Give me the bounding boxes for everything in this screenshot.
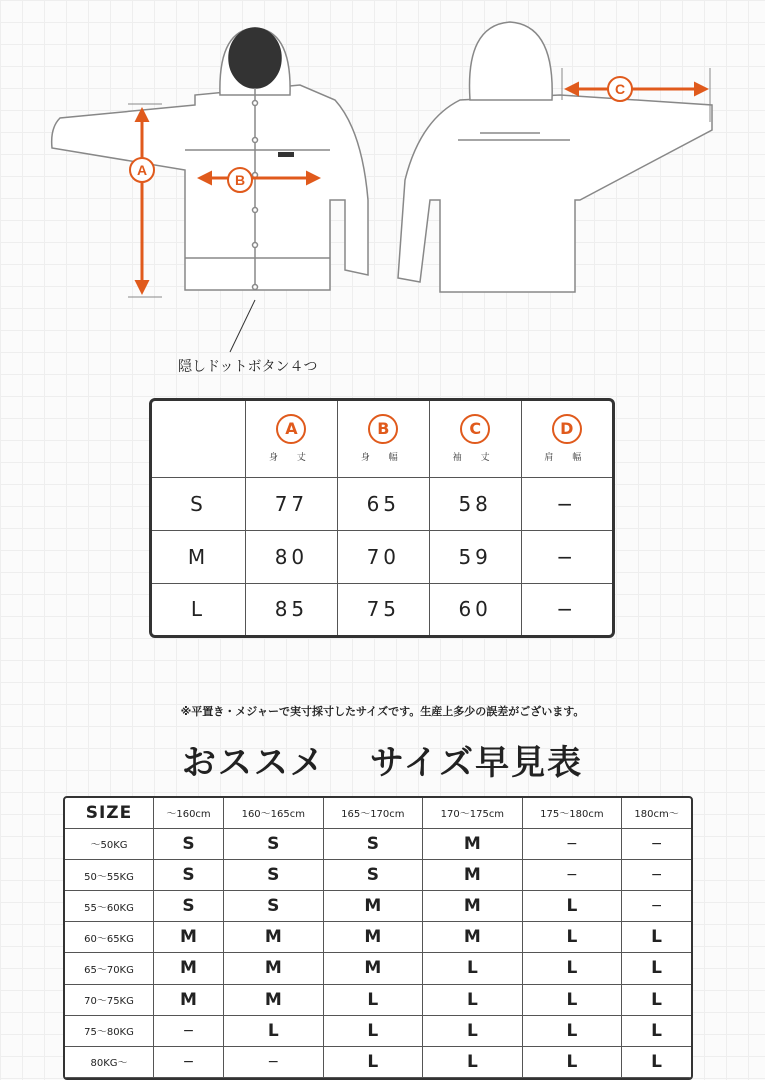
- header-b: [337, 401, 429, 477]
- jacket-illustration: [0, 0, 765, 390]
- size-cell: S: [154, 860, 224, 891]
- weight-row: [65, 984, 691, 1015]
- header-d-label: 肩 幅: [544, 453, 590, 464]
- value-cell: 60: [429, 583, 521, 635]
- size-cell: −: [224, 1046, 324, 1077]
- size-cell: L: [622, 1046, 691, 1077]
- weight-row: [65, 891, 691, 922]
- height-header: 170〜175cm: [423, 798, 523, 828]
- weight-label: 75〜80KG: [65, 1015, 154, 1046]
- height-header: 175〜180cm: [522, 798, 622, 828]
- weight-row: [65, 828, 691, 859]
- size-cell: M: [423, 922, 523, 953]
- measurement-row: [152, 477, 612, 530]
- measurement-row: [152, 530, 612, 583]
- size-cell: L: [522, 891, 622, 922]
- measurement-header-row: [152, 401, 612, 477]
- hidden-buttons-caption: 隠しドットボタン４つ: [178, 359, 318, 375]
- size-cell: L: [323, 1046, 423, 1077]
- size-label: M: [152, 530, 246, 583]
- header-d: [521, 401, 612, 477]
- size-cell: L: [323, 1015, 423, 1046]
- size-cell: −: [622, 828, 691, 859]
- value-cell: 70: [337, 530, 429, 583]
- height-header-row: [65, 798, 691, 828]
- size-cell: −: [622, 860, 691, 891]
- header-c-label: 袖 丈: [452, 453, 498, 464]
- size-cell: M: [224, 984, 324, 1015]
- size-cell: L: [522, 1015, 622, 1046]
- size-cell: M: [154, 922, 224, 953]
- size-cell: M: [224, 922, 324, 953]
- size-cell: L: [522, 922, 622, 953]
- header-a-letter: A: [276, 414, 306, 444]
- measurement-row: [152, 583, 612, 635]
- value-cell: 59: [429, 530, 521, 583]
- label-b: B: [234, 172, 246, 188]
- value-cell: 85: [246, 583, 338, 635]
- size-cell: L: [423, 953, 523, 984]
- size-cell: S: [154, 828, 224, 859]
- value-cell: 80: [246, 530, 338, 583]
- size-cell: S: [224, 891, 324, 922]
- size-cell: −: [154, 1015, 224, 1046]
- size-cell: L: [622, 1015, 691, 1046]
- size-cell: L: [522, 984, 622, 1015]
- value-cell: −: [521, 477, 612, 530]
- header-b-label: 身 幅: [360, 453, 406, 464]
- value-cell: 58: [429, 477, 521, 530]
- measurement-corner-cell: [152, 401, 246, 477]
- header-c: [429, 401, 521, 477]
- size-cell: L: [622, 953, 691, 984]
- weight-row: [65, 953, 691, 984]
- height-header: 160〜165cm: [224, 798, 324, 828]
- title-right: サイズ早見表: [369, 743, 584, 783]
- weight-row: [65, 922, 691, 953]
- header-c-letter: C: [460, 414, 490, 444]
- size-label: S: [152, 477, 246, 530]
- size-cell: S: [224, 828, 324, 859]
- size-cell: L: [522, 953, 622, 984]
- size-corner-label: SIZE: [65, 798, 154, 828]
- weight-row: [65, 1046, 691, 1077]
- size-cell: L: [622, 922, 691, 953]
- caption-pointer-line: [230, 300, 255, 352]
- weight-row: [65, 860, 691, 891]
- size-cell: L: [522, 1046, 622, 1077]
- header-a: [246, 401, 338, 477]
- value-cell: 65: [337, 477, 429, 530]
- size-cell: M: [323, 891, 423, 922]
- size-cell: −: [522, 828, 622, 859]
- size-cell: M: [154, 953, 224, 984]
- size-chart-title: [0, 735, 765, 784]
- size-cell: M: [224, 953, 324, 984]
- weight-label: 65〜70KG: [65, 953, 154, 984]
- weight-label: 〜50KG: [65, 828, 154, 859]
- value-cell: −: [521, 530, 612, 583]
- size-cell: L: [224, 1015, 324, 1046]
- size-label: L: [152, 583, 246, 635]
- height-header: 〜160cm: [154, 798, 224, 828]
- weight-label: 55〜60KG: [65, 891, 154, 922]
- weight-label: 80KG〜: [65, 1046, 154, 1077]
- size-cell: L: [423, 1046, 523, 1077]
- size-cell: L: [423, 984, 523, 1015]
- header-a-label: 身 丈: [269, 453, 314, 464]
- size-recommendation-table: [63, 796, 693, 1080]
- size-cell: L: [423, 1015, 523, 1046]
- size-cell: M: [323, 922, 423, 953]
- weight-label: 70〜75KG: [65, 984, 154, 1015]
- size-cell: L: [323, 984, 423, 1015]
- size-cell: M: [423, 860, 523, 891]
- value-cell: −: [521, 583, 612, 635]
- header-d-letter: D: [552, 414, 582, 444]
- weight-label: 50〜55KG: [65, 860, 154, 891]
- size-cell: M: [423, 828, 523, 859]
- title-left: おススメ: [181, 743, 326, 783]
- size-cell: S: [323, 860, 423, 891]
- label-a: A: [136, 162, 148, 178]
- label-c: C: [614, 81, 626, 97]
- size-cell: S: [224, 860, 324, 891]
- height-header: 180cm〜: [622, 798, 691, 828]
- measurement-note: ※平置き・メジャーで実寸採寸したサイズです。生産上多少の誤差がございます。: [180, 705, 585, 718]
- jacket-front-drawing: [52, 28, 368, 290]
- header-b-letter: B: [368, 414, 398, 444]
- size-cell: M: [323, 953, 423, 984]
- jacket-back-drawing: [398, 22, 712, 292]
- value-cell: 77: [246, 477, 338, 530]
- size-cell: −: [522, 860, 622, 891]
- size-cell: −: [154, 1046, 224, 1077]
- size-cell: S: [323, 828, 423, 859]
- height-header: 165〜170cm: [323, 798, 423, 828]
- size-cell: M: [154, 984, 224, 1015]
- value-cell: 75: [337, 583, 429, 635]
- weight-label: 60〜65KG: [65, 922, 154, 953]
- size-cell: M: [423, 891, 523, 922]
- size-cell: S: [154, 891, 224, 922]
- weight-row: [65, 1015, 691, 1046]
- measurement-table: [149, 398, 615, 638]
- size-cell: −: [622, 891, 691, 922]
- size-cell: L: [622, 984, 691, 1015]
